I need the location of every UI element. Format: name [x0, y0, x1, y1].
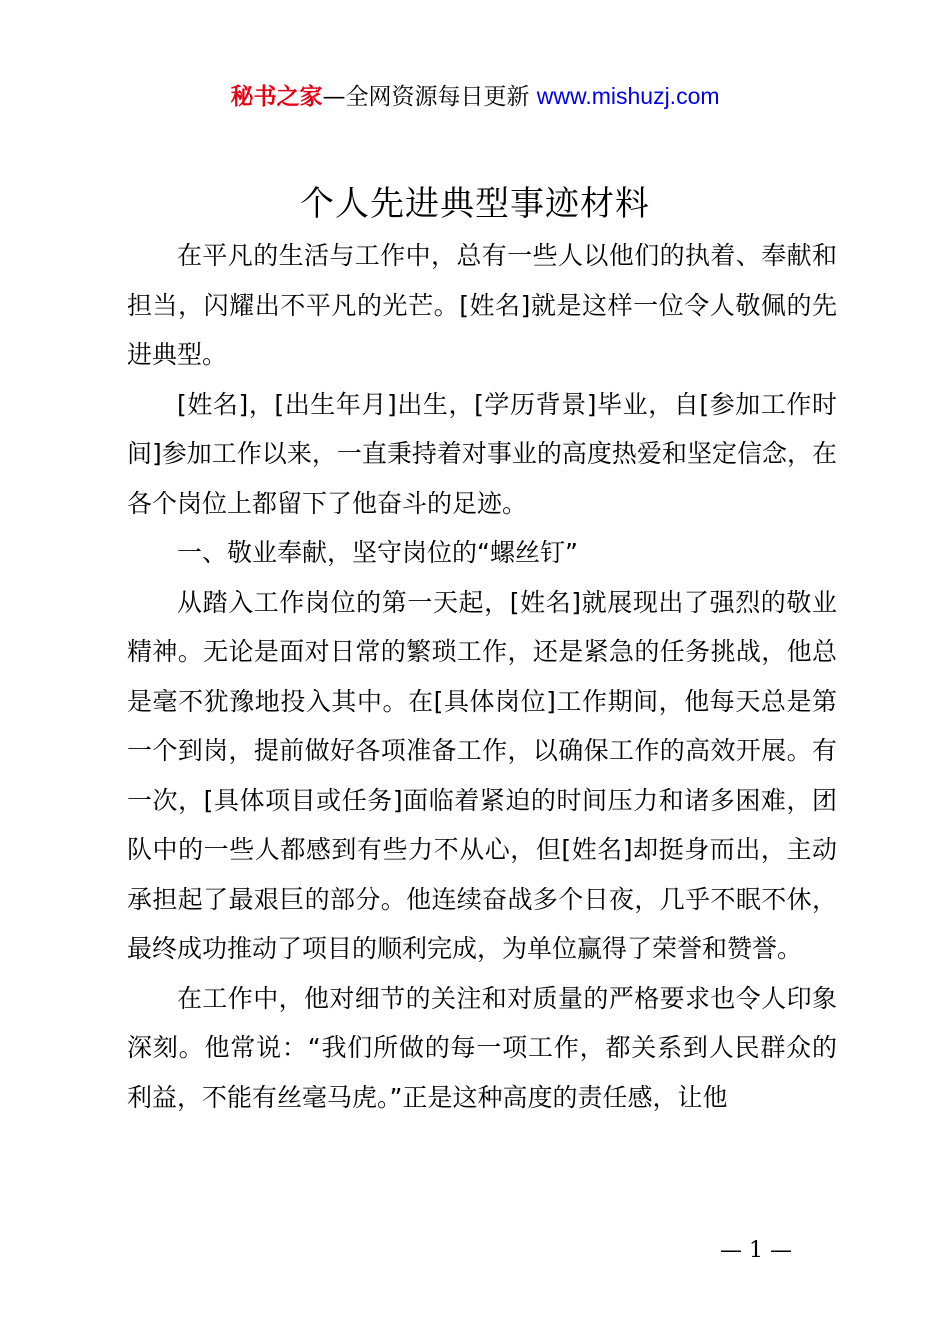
site-header: [0, 80, 950, 113]
paragraph-dedication: 从踏入工作岗位的第一天起，[姓名]就展现出了强烈的敬业精神。无论是面对日常的繁琐工作，还是紧急的任务挑战，他总是毫不犹豫地投入其中。在[具体岗位]工作期间，他每天总是第一个到岗，提前做好各项准备工作，以确保工作的高效开展。有一次，[具体项目或任务]面临着紧迫的时间压力和诸多困难，团队中的一些人都感到有些力不从心，但[姓名]却挺身而出，主动承担起了最艰巨的部分。他连续奋战多个日夜，几乎不眠不休，最终成功推动了项目的顺利完成，为单位赢得了荣誉和赞誉。: [127, 587, 837, 963]
paragraph-background: [姓名]，[出生年月]出生，[学历背景]毕业，自[参加工作时间]参加工作以来，一直秉持着对事业的高度热爱和坚定信念，在各个岗位上都留下了他奋斗的足迹。: [127, 389, 837, 518]
paragraph-intro: 在平凡的生活与工作中，总有一些人以他们的执着、奉献和担当，闪耀出不平凡的光芒。[姓名]就是这样一位令人敬佩的先进典型。: [127, 241, 837, 369]
header-tagline: —全网资源每日更新: [322, 84, 537, 110]
document-title: 个人先进典型事迹材料: [300, 184, 650, 224]
section-heading-1: 一、敬业奉献，坚守岗位的“螺丝钉”: [177, 538, 578, 567]
brand-name: 秘书之家: [230, 84, 323, 110]
document-body: [127, 231, 837, 1122]
paragraph-detail: 在工作中，他对细节的关注和对质量的严格要求也令人印象深刻。他常说：“我们所做的每一项工作，都关系到人民群众的利益，不能有丝毫马虎。”正是这种高度的责任感，让他: [127, 983, 837, 1112]
page-number: — 1 —: [720, 1238, 792, 1263]
site-url-link[interactable]: www.mishuzj.com: [536, 83, 720, 109]
